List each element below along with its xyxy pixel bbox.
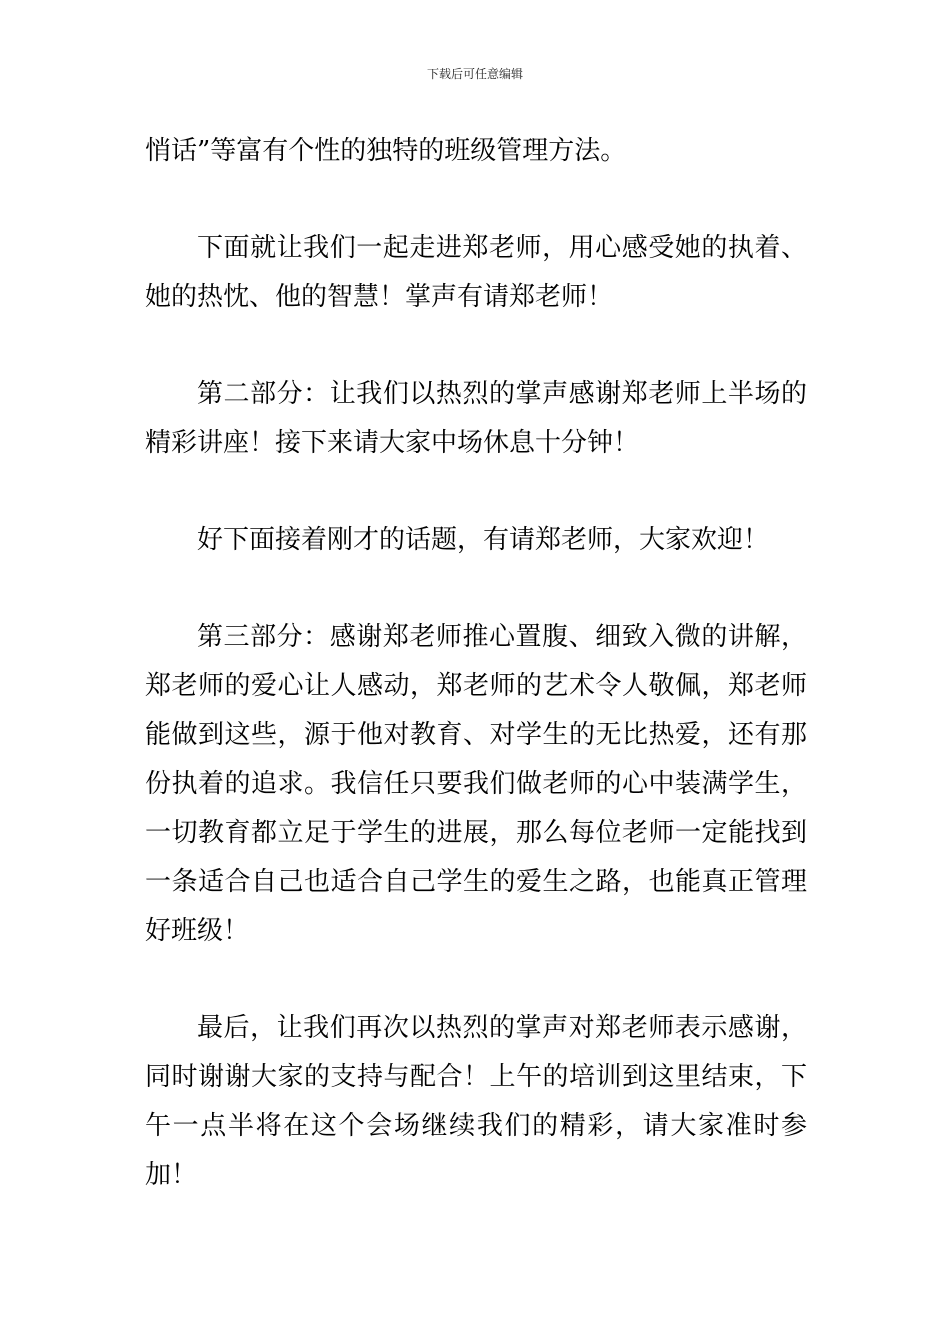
paragraph-introduction: 下面就让我们一起走进郑老师，用心感受她的执着、她的热忱、他的智慧！掌声有请郑老师！ [145, 233, 807, 312]
paragraph-closing: 最后，让我们再次以热烈的掌声对郑老师表示感谢，同时谢谢大家的支持与配合！上午的培训到这里结束，下午一点半将在这个会场继续我们的精彩，请大家准时参加！ [145, 1013, 807, 1190]
paragraph-continuation: 悄话”等富有个性的独特的班级管理方法。 [145, 136, 627, 166]
document-body [145, 127, 807, 1200]
paragraph-resume: 好下面接着刚才的话题，有请郑老师，大家欢迎！ [197, 525, 770, 555]
paragraph-part-three: 第三部分：感谢郑老师推心置腹、细致入微的讲解，郑老师的爱心让人感动，郑老师的艺术令人敬佩，郑老师能做到这些，源于他对教育、对学生的无比热爱，还有那份执着的追求。我信任只要我们做老师的心中装满学生，一切教育都立足于学生的进展，那么每位老师一定能找到一条适合自己也适合自己学生的爱生之路，也能真正管理好班级！ [145, 622, 807, 946]
header-note: 下载后可任意编辑 [426, 67, 523, 81]
paragraph-part-two: 第二部分：让我们以热烈的掌声感谢郑老师上半场的精彩讲座！接下来请大家中场休息十分钟！ [145, 379, 807, 458]
